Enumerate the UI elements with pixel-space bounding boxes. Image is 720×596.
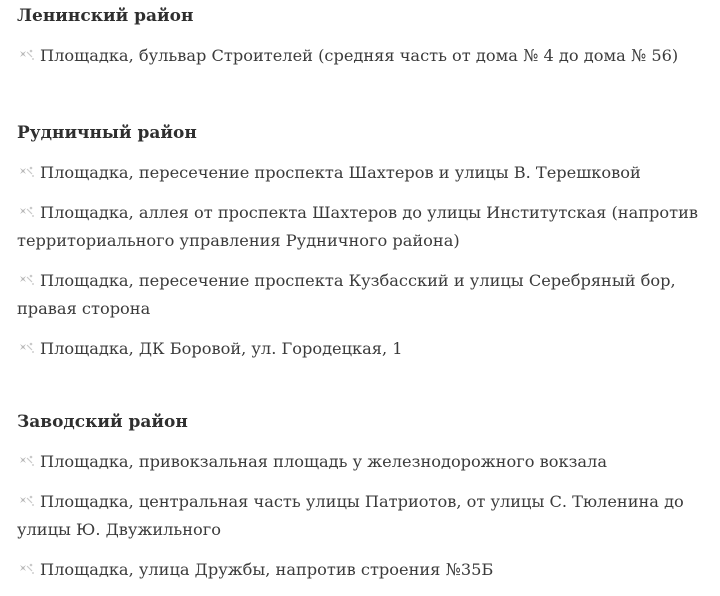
sparkle-icon (17, 165, 35, 179)
item-text: Площадка, привокзальная площадь у железнодорожного вокзала (40, 452, 607, 471)
item-text: Площадка, улица Дружбы, напротив строения №35Б (40, 560, 494, 579)
list-item (17, 448, 707, 476)
item-text: Площадка, центральная часть улицы Патриотов, от улицы С. Тюленина до улицы Ю. Двужильного (17, 492, 684, 539)
list-item (17, 159, 707, 187)
sparkle-icon (17, 48, 35, 62)
item-text: Площадка, ДК Боровой, ул. Городецкая, 1 (40, 339, 403, 358)
list-item (17, 199, 707, 255)
item-text: Площадка, пересечение проспекта Кузбасский и улицы Серебряный бор, правая сторона (17, 271, 676, 318)
item-text: Площадка, бульвар Строителей (средняя часть от дома № 4 до дома № 56) (40, 46, 679, 65)
list-item (17, 488, 707, 544)
district-heading: Рудничный район (17, 123, 197, 143)
section-rudnichny (17, 117, 707, 375)
sparkle-icon (17, 273, 35, 287)
sparkle-icon (17, 205, 35, 219)
sparkle-icon (17, 454, 35, 468)
section-leninsky (17, 0, 678, 82)
list-item (17, 267, 707, 323)
section-zavodsky (17, 406, 707, 596)
item-text: Площадка, пересечение проспекта Шахтеров и улицы В. Терешковой (40, 163, 641, 182)
list-item (17, 556, 707, 584)
item-text: Площадка, аллея от проспекта Шахтеров до улицы Институтская (напротив территориального управления Рудничного района) (17, 203, 698, 250)
list-item (17, 335, 707, 363)
district-heading: Заводский район (17, 412, 188, 432)
list-item (17, 42, 678, 70)
sparkle-icon (17, 341, 35, 355)
district-heading: Ленинский район (17, 6, 194, 26)
sparkle-icon (17, 562, 35, 576)
sparkle-icon (17, 494, 35, 508)
